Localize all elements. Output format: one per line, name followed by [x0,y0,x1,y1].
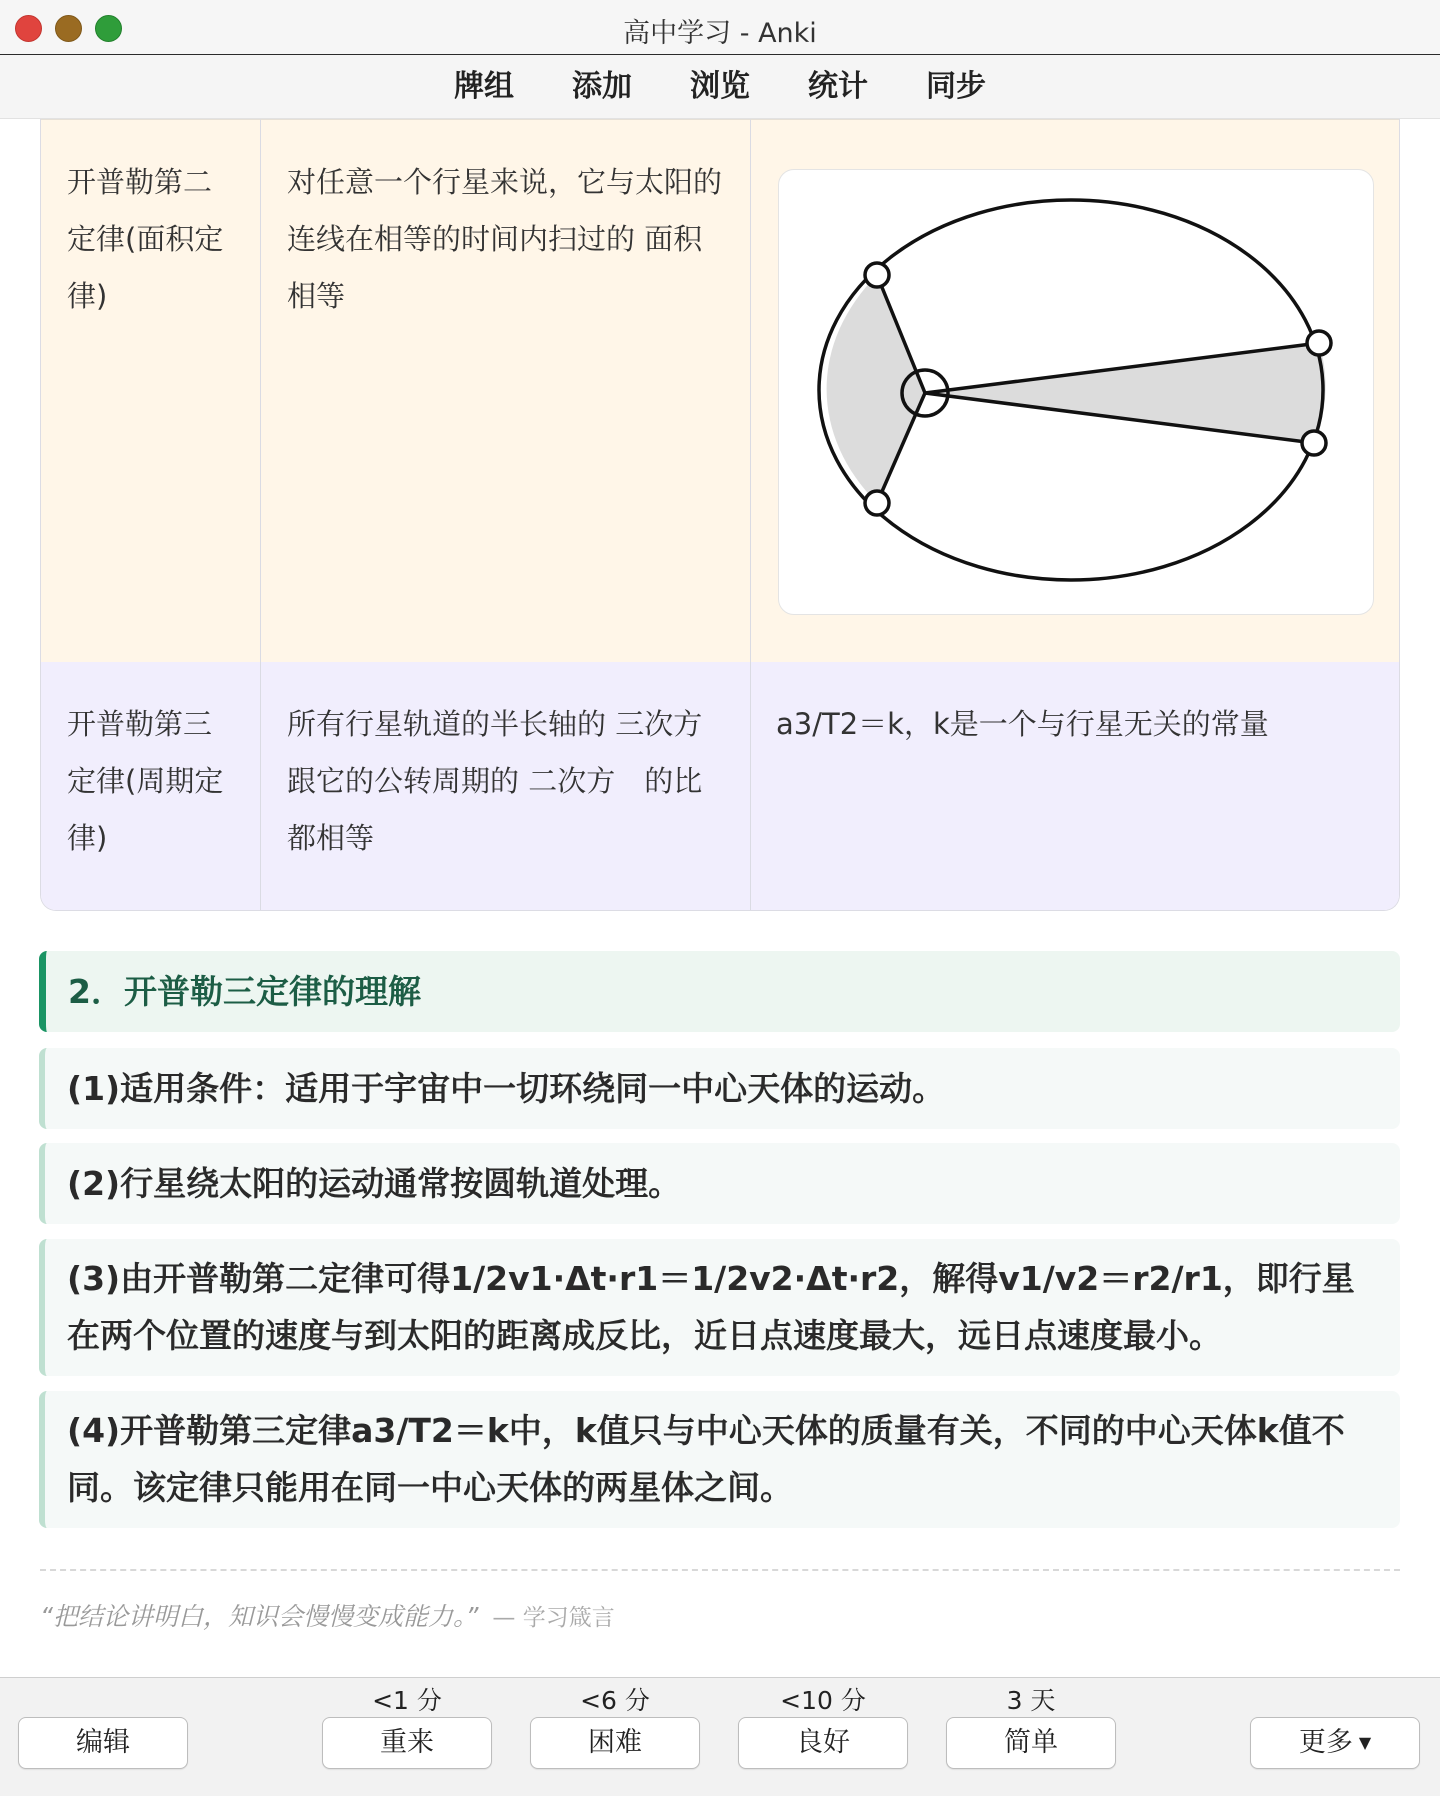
right-swept-area [925,343,1326,443]
law-content-cell: 对任意一个行星来说，它与太阳的连线在相等的时间内扫过的 面积 相等 [261,119,751,662]
law-content-cell: 所有行星轨道的半长轴的 三次方 跟它的公转周期的 二次方 的比都相等 [261,662,751,911]
section-heading: 2．开普勒三定律的理解 [39,951,1400,1032]
review-bottom-bar [0,1677,1440,1796]
quote-text: “把结论讲明白，知识会慢慢变成能力。” [40,1602,479,1631]
window-titlebar [0,0,1440,55]
nav-stats[interactable]: 统计 [808,68,868,104]
dashed-divider [40,1569,1400,1571]
law-formula-cell: a3/T2＝k，k是一个与行星无关的常量 [776,707,1269,741]
hard-button[interactable]: 困难 [530,1717,700,1769]
nav-sync[interactable]: 同步 [926,68,986,104]
card-content[interactable] [0,119,1440,1677]
more-button[interactable] [1250,1717,1420,1769]
understanding-point-1: (1)适用条件：适用于宇宙中一切环绕同一中心天体的运动。 [39,1048,1400,1129]
kepler-laws-table [40,119,1400,911]
good-button[interactable]: 良好 [738,1717,908,1769]
understanding-point-4: (4)开普勒第三定律a3/T2＝k中，k值只与中心天体的质量有关，不同的中心天体k值不同。该定律只能用在同一中心天体的两星体之间。 [39,1391,1400,1528]
easy-button[interactable]: 简单 [946,1717,1116,1769]
kepler-area-law-diagram [778,169,1374,615]
law-name-cell: 开普勒第二定律(面积定律) [41,119,261,662]
ellipse-orbit-diagram [779,170,1375,616]
again-interval: <1 分 [372,1686,442,1715]
hard-interval: <6 分 [580,1686,650,1715]
planet-position-marker [1307,331,1331,355]
caret-down-icon: ▼ [1358,1733,1372,1752]
planet-position-marker [865,263,889,287]
nav-browse[interactable]: 浏览 [690,68,750,104]
good-interval: <10 分 [780,1686,866,1715]
understanding-point-3: (3)由开普勒第二定律可得1/2v1·Δt·r1＝1/2v2·Δt·r2，解得v1/v2＝r2/r1，即行星在两个位置的速度与到太阳的距离成反比，近日点速度最大，远日点速度最小。 [39,1239,1400,1376]
nav-add[interactable]: 添加 [572,68,632,104]
law-name-cell: 开普勒第三定律(周期定律) [41,662,261,911]
window-title: 高中学习 - Anki [623,18,817,49]
again-button[interactable]: 重来 [322,1717,492,1769]
nav-decks[interactable]: 牌组 [454,68,514,104]
top-nav [0,55,1440,119]
easy-interval: 3 天 [1006,1686,1056,1715]
planet-position-marker [1302,431,1326,455]
more-button-label: 更多 [1298,1727,1353,1758]
planet-position-marker [865,491,889,515]
table-row [41,662,1399,911]
understanding-point-2: (2)行星绕太阳的运动通常按圆轨道处理。 [39,1143,1400,1224]
edit-button[interactable]: 编辑 [18,1717,188,1769]
footer-quote [40,1597,615,1633]
quote-source: — 学习箴言 [492,1605,615,1631]
